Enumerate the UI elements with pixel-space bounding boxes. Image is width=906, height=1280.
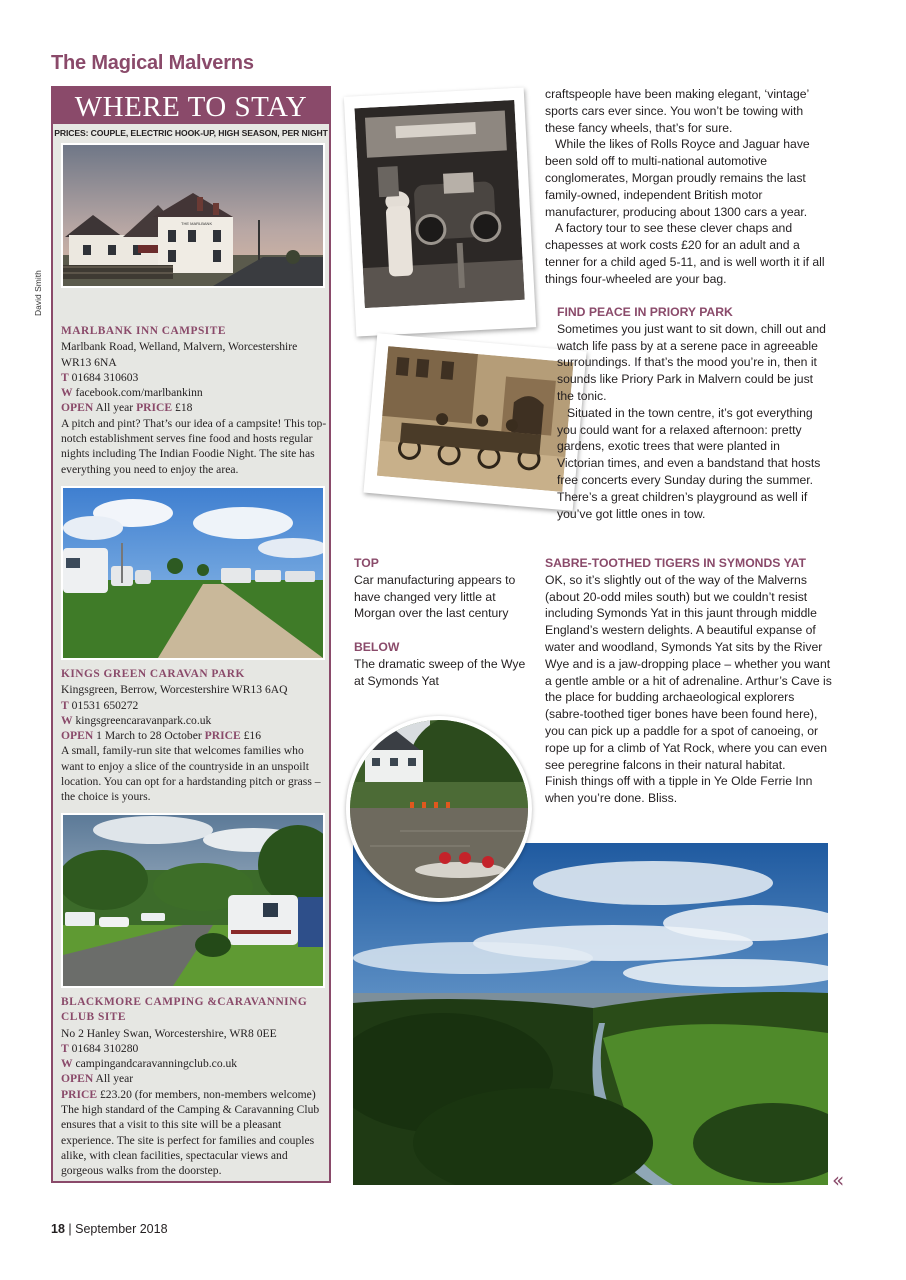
site-name: MARLBANK INN CAMPSITE (61, 325, 226, 337)
phone-label: T (61, 1041, 69, 1055)
site-web-row (61, 1056, 329, 1071)
open-label: OPEN (61, 401, 94, 415)
site-address: Kingsgreen, Berrow, Worcestershire WR13 6AQ (61, 683, 288, 697)
site-open: All year (95, 401, 134, 415)
canoe-circle-frame (346, 716, 532, 902)
factory-photo (354, 100, 524, 308)
price-label: PRICE (204, 729, 241, 743)
canoeing-photo (350, 720, 528, 898)
page-footer (51, 1222, 168, 1236)
site-entry-marlbank (61, 324, 329, 477)
sabre-section (545, 555, 835, 807)
site-open-row (61, 400, 329, 415)
site-phone: 01684 310280 (71, 1041, 139, 1055)
site-phone-row (61, 1041, 329, 1056)
kings-green-photo (61, 486, 325, 660)
photo-credit: David Smith (33, 270, 43, 316)
where-to-stay-box (51, 86, 331, 1183)
site-entry-kings-green (61, 667, 329, 805)
site-entry-blackmore (61, 995, 329, 1179)
priory-para-2: Situated in the town centre, it’s got everything you could want for a relaxed afternoon: pretty gardens, exotic trees that were planted in Victorian times, and even a bandstand that hosts free concerts every Sunday during the summer. There’s a great children’s playground as well if you’ve got little ones in tow. (557, 405, 821, 521)
web-label: W (61, 1057, 73, 1071)
caption-top-text: Car manufacturing appears to have changed very little at Morgan over the last century (354, 572, 516, 621)
where-to-stay-heading: WHERE TO STAY (53, 88, 329, 124)
marlbank-inn-photo (61, 143, 325, 288)
blackmore-photo (61, 813, 325, 988)
article-para-2: While the likes of Rolls Royce and Jaguar have been sold off to multi-national automotive conglomerates, Morgan proudly remains the last family-owned, independent British motor manufacturer, producing about 1300 cars a year. (545, 137, 810, 219)
article-para-1: craftspeople have been making elegant, ‘vintage’ sports cars ever since. You won’t be towing with these fancy wheels, that’s for sure. (545, 87, 809, 135)
issue-date: September 2018 (75, 1222, 168, 1236)
site-web: kingsgreencaravanpark.co.uk (75, 713, 212, 727)
caption-below-text: The dramatic sweep of the Wye at Symonds Yat (354, 656, 526, 688)
site-phone: 01684 310603 (71, 370, 139, 384)
vintage-cars-photo (377, 346, 574, 492)
prices-note: PRICES: COUPLE, ELECTRIC HOOK-UP, HIGH SEASON, PER NIGHT (54, 128, 328, 138)
open-label: OPEN (61, 729, 94, 743)
footer-separator: | (64, 1222, 76, 1236)
site-address: Marlbank Road, Welland, Malvern, Worcestershire WR13 6NA (61, 340, 298, 369)
site-web-row (61, 385, 329, 400)
priory-para-1: Sometimes you just want to sit down, chill out and watch life pass by at a serene pace in agreeable surroundings. If that’s the mood you’re in, then it sounds like Priory Park in Malvern could be just the tonic. (557, 321, 826, 403)
phone-label: T (61, 370, 69, 384)
site-web: campingandcaravanningclub.co.uk (75, 1057, 238, 1071)
end-mark: « (832, 1168, 845, 1192)
phone-label: T (61, 698, 69, 712)
price-label: PRICE (61, 1087, 98, 1101)
site-open: 1 March to 28 October (96, 729, 202, 743)
sabre-heading: SABRE-TOOTHED TIGERS IN SYMONDS YAT (545, 556, 806, 570)
factory-polaroid (344, 87, 536, 336)
caption-top-label: TOP (354, 556, 379, 570)
site-address: No 2 Hanley Swan, Worcestershire, WR8 0EE (61, 1026, 277, 1040)
site-open-row (61, 1071, 329, 1086)
site-web-row (61, 713, 329, 728)
site-description: The high standard of the Camping & Caravanning Club ensures that a visit to this site will be a pleasant experience. The site is perfect for families and couples alike, with clean facilities, spectacular views and gorgeous walks from the doorstep. (61, 1103, 320, 1178)
site-name: KINGS GREEN CARAVAN PARK (61, 668, 245, 680)
site-price: £18 (175, 401, 193, 415)
site-open: All year (95, 1072, 134, 1086)
inn-sign-text: THE MARLBANK (181, 221, 213, 226)
web-label: W (61, 713, 73, 727)
site-phone-row (61, 698, 329, 713)
priory-section (557, 304, 829, 522)
sabre-para-1: OK, so it’s slightly out of the way of the Malverns (about 20-odd miles south) but we couldn’t resist including Symonds Yat in this jaunt through middle England’s western delights. A beautiful expanse of water and woodland, Symonds Yat sits by the River Wye and is a jaw-dropping place – whether you want a gentle amble or a hit of adrenaline. Arthur’s Cave is the place for budding archaeological explorers (sabre-toothed tiger bones have been found here), you can pick up a paddle for a spot of canoeing, or rope up for a climb of Yat Rock, where you can even see peregrine falcons in their natural habitat. (545, 572, 832, 772)
site-open-row (61, 728, 329, 743)
open-label: OPEN (61, 1072, 94, 1086)
price-label: PRICE (136, 401, 173, 415)
site-phone-row (61, 370, 329, 385)
caption-below (354, 639, 529, 689)
site-web: facebook.com/marlbankinn (75, 386, 203, 400)
caption-below-label: BELOW (354, 640, 400, 654)
sabre-para-2: Finish things off with a tipple in Ye Olde Ferrie Inn when you’re done. Bliss. (545, 774, 813, 806)
site-phone: 01531 650272 (71, 698, 139, 712)
site-name: BLACKMORE CAMPING &CARAVANNING CLUB SITE (61, 996, 308, 1024)
site-price: £23.20 (for members, non-members welcome) (99, 1087, 316, 1101)
site-description: A pitch and pint? That’s our idea of a campsite! This top-notch establishment serves fine food and hosts regular nights including The Indian Foodie Night. The site has everything you need to enjoy the area. (61, 416, 327, 476)
caption-top (354, 555, 529, 622)
article-intro (545, 86, 835, 288)
site-description: A small, family-run site that welcomes families who want to enjoy a slice of the countryside in an unspoilt location. You can opt for a hardstanding pitch or grass – the choice is yours. (61, 744, 321, 804)
priory-heading: FIND PEACE IN PRIORY PARK (557, 305, 733, 319)
section-title: The Magical Malverns (51, 52, 254, 74)
vintage-cars-polaroid (363, 333, 586, 511)
page-number: 18 (51, 1222, 65, 1236)
article-para-3: A factory tour to see these clever chaps and chapesses at work costs £20 for an adult and a tenner for a child aged 5-11, and is well worth it if all things four-wheeled are your bag. (545, 221, 825, 286)
site-price-row (61, 1087, 329, 1102)
web-label: W (61, 386, 73, 400)
site-price: £16 (243, 729, 262, 743)
